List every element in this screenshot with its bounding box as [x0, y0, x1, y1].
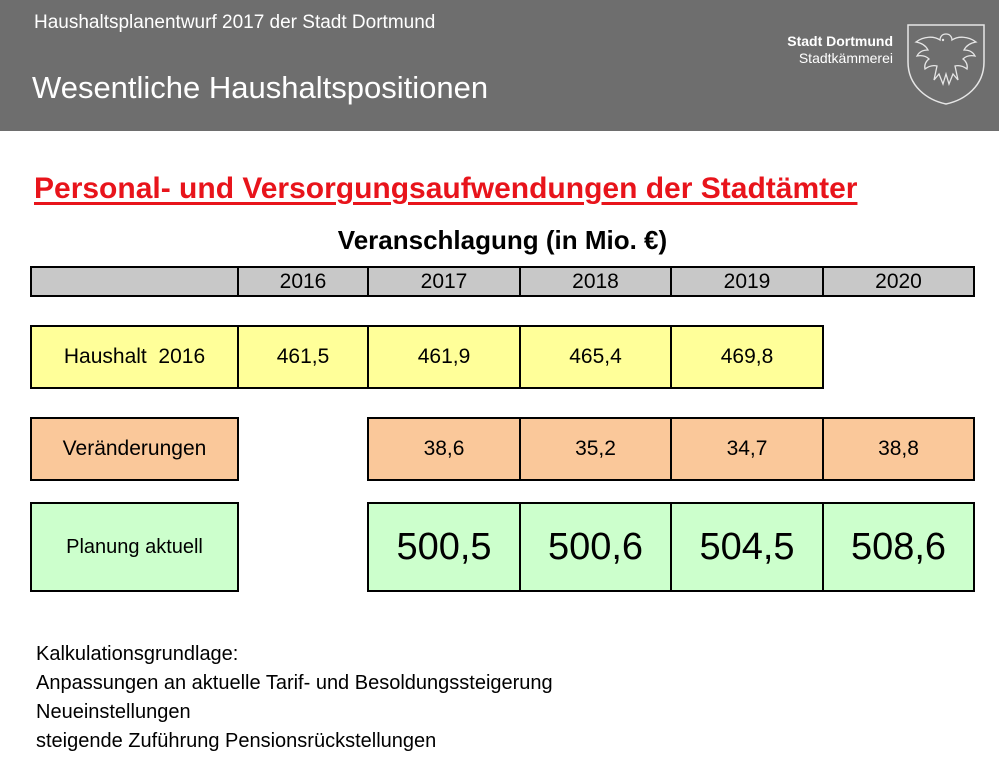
notes-item: steigende Zuführung Pensionsrückstellungen: [36, 730, 437, 752]
haushalt-2018-cell: 465,4: [519, 325, 672, 389]
planung-2017-cell: 500,5: [367, 502, 521, 592]
notes-item: Neueinstellungen: [36, 701, 191, 723]
header-bar: [0, 0, 999, 131]
year-header-2018: 2018: [519, 266, 672, 297]
veraenderungen-2018-cell: 35,2: [519, 417, 672, 481]
header-title: Wesentliche Haushaltspositionen: [32, 70, 489, 105]
org-block: [787, 33, 893, 67]
veraenderungen-2017-cell: 38,6: [367, 417, 521, 481]
year-header-2019: 2019: [670, 266, 824, 297]
org-name: Stadt Dortmund: [787, 33, 893, 49]
row-label-veraenderungen: Veränderungen: [30, 417, 239, 481]
notes-heading: Kalkulationsgrundlage:: [36, 643, 239, 665]
planung-2018-cell: 500,6: [519, 502, 672, 592]
row-label-haushalt: Haushalt 2016: [30, 325, 239, 389]
veraenderungen-2019-cell: 34,7: [670, 417, 824, 481]
year-header-2017: 2017: [367, 266, 521, 297]
dortmund-eagle-crest-icon: [903, 20, 989, 106]
planung-2019-cell: 504,5: [670, 502, 824, 592]
table-subtitle: Veranschlagung (in Mio. €): [337, 225, 668, 255]
main-title: Personal- und Versorgungsaufwendungen der Stadtämter: [34, 172, 858, 205]
notes-block: [36, 640, 553, 756]
year-header-2016: 2016: [237, 266, 369, 297]
planung-2020-cell: 508,6: [822, 502, 975, 592]
year-header-2020: 2020: [822, 266, 975, 297]
org-unit: Stadtkämmerei: [798, 50, 893, 66]
veraenderungen-2020-cell: 38,8: [822, 417, 975, 481]
row-label-planung: Planung aktuell: [30, 502, 239, 592]
haushalt-2019-cell: 469,8: [670, 325, 824, 389]
year-header-blank: [30, 266, 239, 297]
haushalt-2016-cell: 461,5: [237, 325, 369, 389]
notes-item: Anpassungen an aktuelle Tarif- und Besoldungssteigerung: [36, 672, 553, 694]
haushalt-2017-cell: 461,9: [367, 325, 521, 389]
header-supertitle: Haushaltsplanentwurf 2017 der Stadt Dortmund: [34, 12, 436, 33]
